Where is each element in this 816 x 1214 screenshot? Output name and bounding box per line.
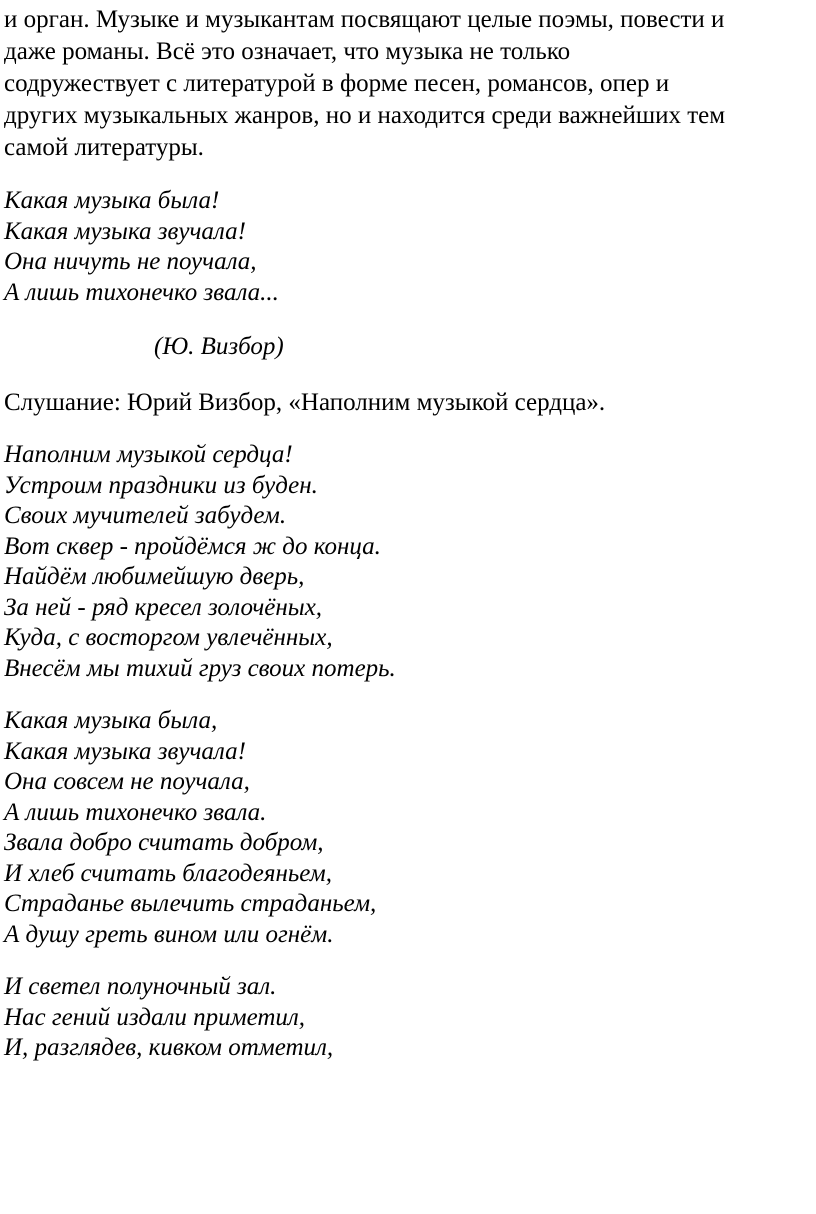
- poem-line: Куда, с восторгом увлечённых,: [4, 624, 333, 651]
- spacer: [4, 308, 816, 332]
- poem-line: И хлеб считать благодеяньем,: [4, 859, 332, 887]
- poem-line: Наполним музыкой сердца!: [4, 441, 293, 468]
- spacer: [4, 950, 816, 972]
- poem-line: Какая музыка была,: [4, 707, 218, 734]
- poem-line: Вот сквер - пройдёмся ж до конца.: [4, 532, 381, 560]
- poem-line: И, разглядев, кивком отметил,: [4, 1034, 334, 1061]
- poem-line: Звала добро считать добром,: [4, 829, 324, 856]
- spacer: [4, 684, 816, 706]
- intro-line: самой литературы.: [4, 134, 204, 161]
- poem-line: Найдём любимейшую дверь,: [4, 563, 305, 590]
- poem-line: Страданье вылечить страданьем,: [4, 890, 377, 917]
- epigraph-stanza: [4, 186, 816, 308]
- poem-line: Она ничуть не поучала,: [4, 248, 257, 275]
- poem-line: Какая музыка звучала!: [4, 737, 246, 765]
- epigraph-author: (Ю. Визбор): [154, 333, 284, 360]
- intro-paragraph: [4, 4, 812, 164]
- song-stanza-3: [4, 972, 816, 1064]
- poem-line: Своих мучителей забудем.: [4, 502, 287, 529]
- spacer: [4, 418, 816, 440]
- listening-line: Слушание: Юрий Визбор, «Наполним музыкой сердца».: [4, 389, 606, 416]
- poem-line: А душу греть вином или огнём.: [4, 920, 334, 948]
- intro-line: других музыкальных жанров, но и находится среди важнейших тем: [4, 102, 726, 129]
- song-stanza-1: [4, 440, 816, 684]
- poem-line: Какая музыка звучала!: [4, 217, 246, 245]
- poem-line: Внесём мы тихий груз своих потерь.: [4, 654, 396, 682]
- poem-line: За ней - ряд кресел золочёных,: [4, 593, 323, 621]
- intro-line: и орган. Музыке и музыкантам посвящают целые поэмы, повести и: [4, 6, 725, 33]
- poem-line: Устроим праздники из буден.: [4, 471, 318, 499]
- song-stanza-2: [4, 706, 816, 950]
- poem-line: Нас гений издали приметил,: [4, 1003, 306, 1031]
- intro-line: содружествует с литературой в форме песен, романсов, опер и: [4, 70, 670, 97]
- spacer: [4, 362, 816, 388]
- poem-line: Она совсем не поучала,: [4, 768, 250, 795]
- spacer: [4, 164, 816, 186]
- poem-line: А лишь тихонечко звала.: [4, 798, 267, 826]
- poem-line: И светел полуночный зал.: [4, 973, 277, 1000]
- intro-line: даже романы. Всё это означает, что музыка не только: [4, 38, 571, 65]
- poem-line: Какая музыка была!: [4, 187, 220, 214]
- poem-line: А лишь тихонечко звала...: [4, 278, 279, 306]
